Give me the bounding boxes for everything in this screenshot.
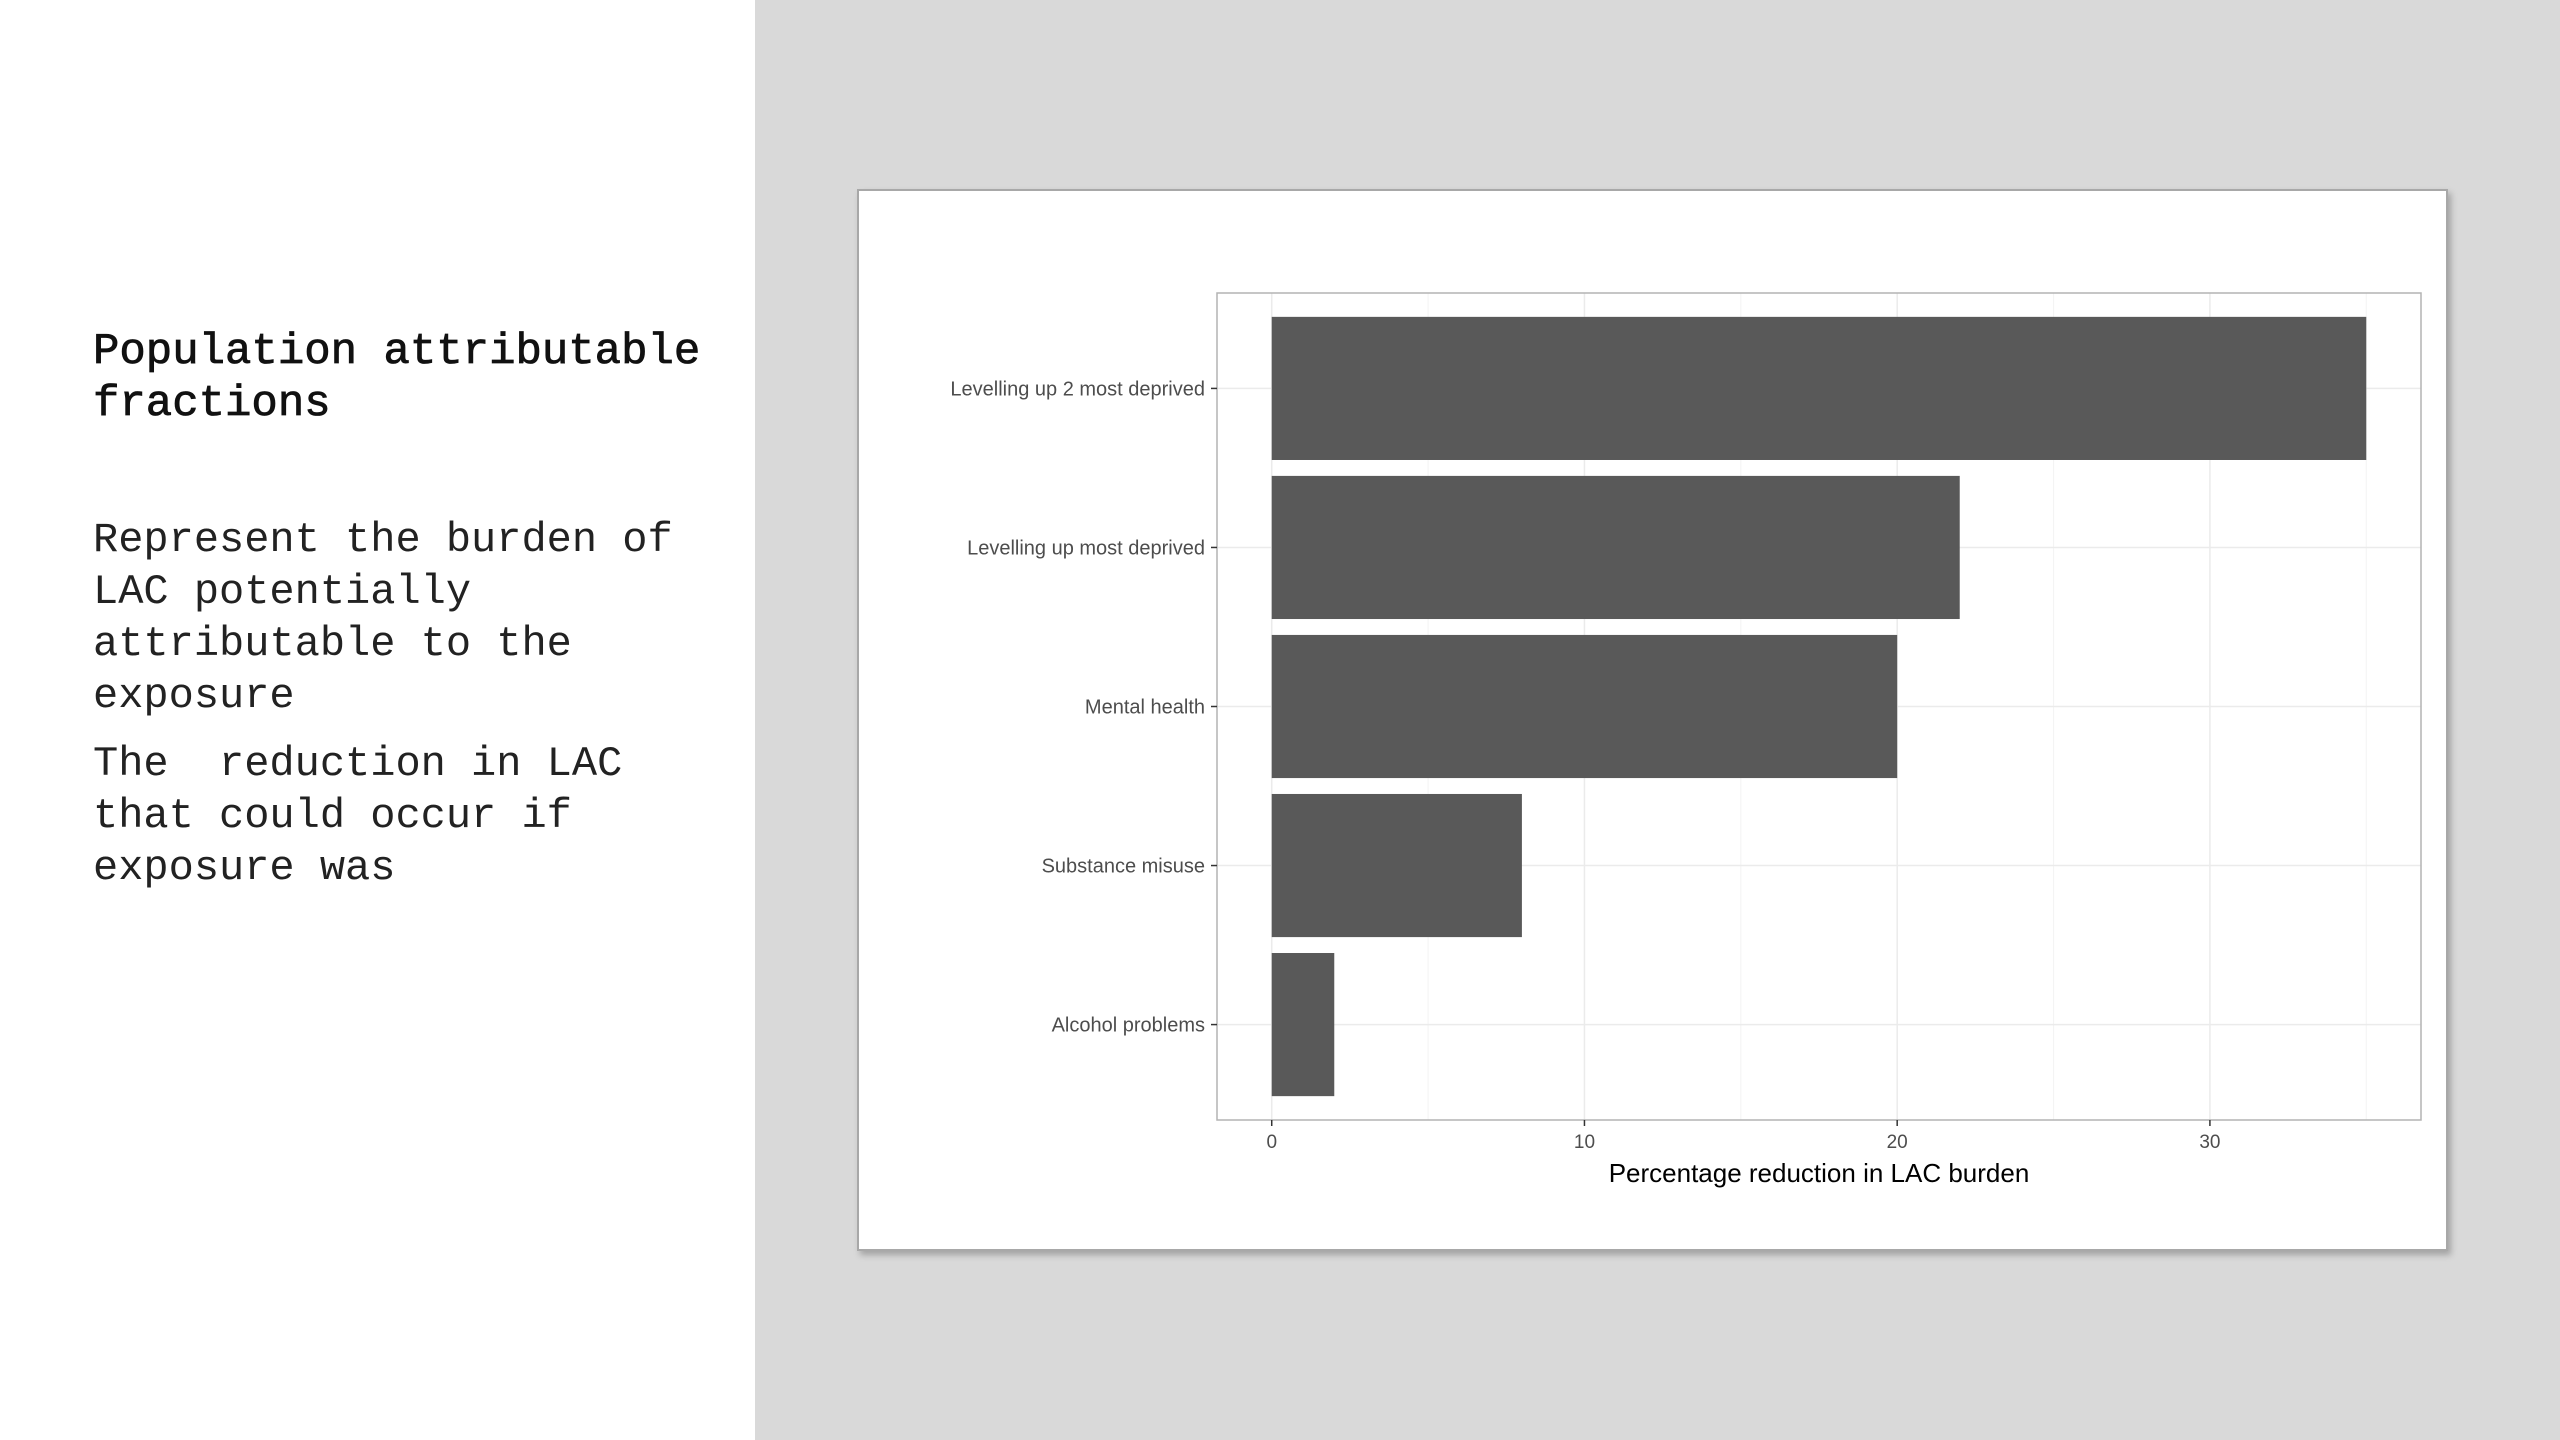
category-label: Levelling up most deprived <box>967 537 1205 560</box>
bar <box>1272 317 2367 460</box>
text-panel <box>0 0 755 1440</box>
bar <box>1272 476 1960 619</box>
category-label: Mental health <box>1084 696 1205 719</box>
paragraph-reduction: The reduction in LAC that could occur if exposure was <box>93 740 648 892</box>
x-tick-label: 20 <box>1886 1132 1908 1153</box>
x-tick-label: 30 <box>2199 1132 2221 1153</box>
bar <box>1272 794 1522 937</box>
slide-title: Population attributable fractions <box>93 327 701 429</box>
x-axis-title: Percentage reduction in LAC burden <box>1608 1158 2030 1188</box>
paragraph-definition: Represent the burden of LAC potentially attributable to the exposure <box>93 516 698 720</box>
category-label: Substance misuse <box>1041 855 1205 878</box>
bar-chart <box>859 191 2446 1249</box>
chart-card <box>857 189 2448 1251</box>
bar <box>1272 635 1897 778</box>
bar <box>1272 953 1335 1096</box>
x-tick-label: 10 <box>1573 1132 1596 1153</box>
category-label: Levelling up 2 most deprived <box>950 378 1205 401</box>
x-tick-label: 0 <box>1266 1132 1278 1153</box>
category-label: Alcohol problems <box>1051 1014 1205 1037</box>
